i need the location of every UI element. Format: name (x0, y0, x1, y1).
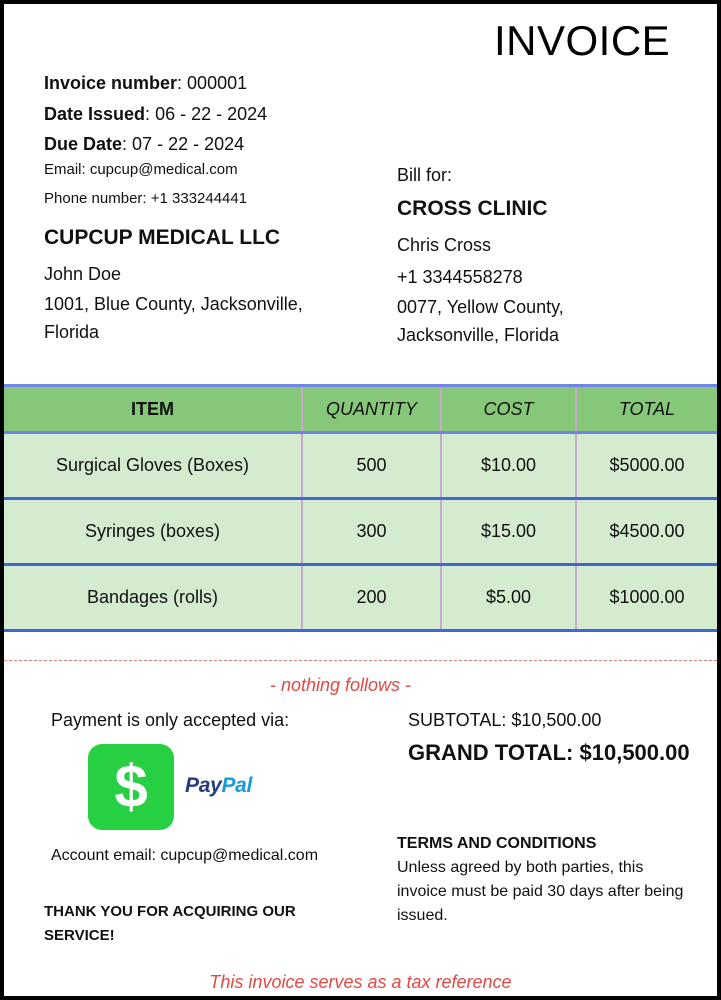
paypal-pal-text: Pal (221, 774, 253, 797)
table-row (4, 566, 717, 632)
thank-you-note: THANK YOU FOR ACQUIRING OUR SERVICE! (44, 903, 296, 944)
date-issued-line: Date Issued: 06 - 22 - 2024 (44, 103, 268, 124)
grand-total: GRAND TOTAL: $10,500.00 (408, 740, 690, 765)
tax-reference-note: This invoice serves as a tax reference (209, 972, 512, 992)
invoice-number-value: 000001 (187, 73, 248, 93)
header-total: TOTAL (618, 398, 676, 419)
seller-email: Email: cupcup@medical.com (44, 161, 238, 178)
subtotal: SUBTOTAL: $10,500.00 (408, 710, 602, 730)
header-item: ITEM (4, 387, 303, 431)
paypal-logo-icon (185, 774, 252, 798)
nothing-follows-note: - nothing follows - (269, 675, 412, 695)
table-header-row (4, 384, 717, 434)
header-cost: COST (442, 387, 577, 431)
item-cell: Bandages (rolls) (4, 566, 303, 629)
bill-to-phone: +1 3344558278 (397, 267, 523, 287)
cost-cell: $15.00 (442, 500, 577, 563)
seller-name: John Doe (44, 264, 122, 284)
quantity-cell: 200 (303, 566, 442, 629)
cost-cell: $10.00 (442, 434, 577, 497)
item-cell: Syringes (boxes) (4, 500, 303, 563)
seller-address: 1001, Blue County, Jacksonville, Florida (44, 294, 303, 342)
terms-body: Unless agreed by both parties, this invoice must be paid 30 days after being issued. (397, 859, 684, 924)
payment-label: Payment is only accepted via: (51, 710, 290, 730)
header-quantity: QUANTITY (303, 387, 442, 431)
seller-phone: Phone number: +1 333244441 (44, 189, 248, 207)
bill-to-company: CROSS CLINIC (397, 197, 548, 220)
invoice-number-label: Invoice number (44, 73, 178, 93)
bill-to-label: Bill for: (397, 165, 453, 185)
bill-to-name: Chris Cross (397, 235, 492, 255)
date-issued-value: 06 - 22 - 2024 (155, 103, 268, 124)
date-issued-label: Date Issued (44, 103, 146, 124)
items-table (4, 384, 717, 632)
bill-to-block (397, 160, 627, 349)
invoice-meta (44, 68, 267, 160)
dashed-divider (4, 660, 717, 661)
cashapp-logo-icon (88, 744, 174, 830)
bill-to-address: 0077, Yellow County, Jacksonville, Florida (397, 297, 564, 345)
invoice-number-line: Invoice number: 000001 (44, 73, 248, 93)
due-date-line: Due Date: 07 - 22 - 2024 (44, 134, 245, 154)
terms-block (397, 832, 687, 928)
seller-company: CUPCUP MEDICAL LLC (44, 226, 281, 249)
paypal-pay-text: Pay (185, 774, 222, 797)
total-cell: $5000.00 (609, 455, 685, 475)
total-cell: $1000.00 (609, 587, 685, 607)
table-row (4, 434, 717, 500)
terms-heading: TERMS AND CONDITIONS (397, 835, 597, 852)
seller-contact (44, 156, 247, 213)
quantity-cell: 500 (303, 434, 442, 497)
cashapp-dollar-symbol: $ (114, 753, 148, 820)
quantity-cell: 300 (303, 500, 442, 563)
invoice-title: INVOICE (494, 17, 671, 64)
total-cell: $4500.00 (609, 521, 685, 541)
item-cell: Surgical Gloves (Boxes) (4, 434, 303, 497)
due-date-label: Due Date (44, 134, 123, 154)
account-email: Account email: cupcup@medical.com (51, 847, 319, 864)
table-row (4, 500, 717, 566)
seller-block (44, 224, 344, 346)
cost-cell: $5.00 (442, 566, 577, 629)
due-date-value: 07 - 22 - 2024 (132, 134, 245, 154)
